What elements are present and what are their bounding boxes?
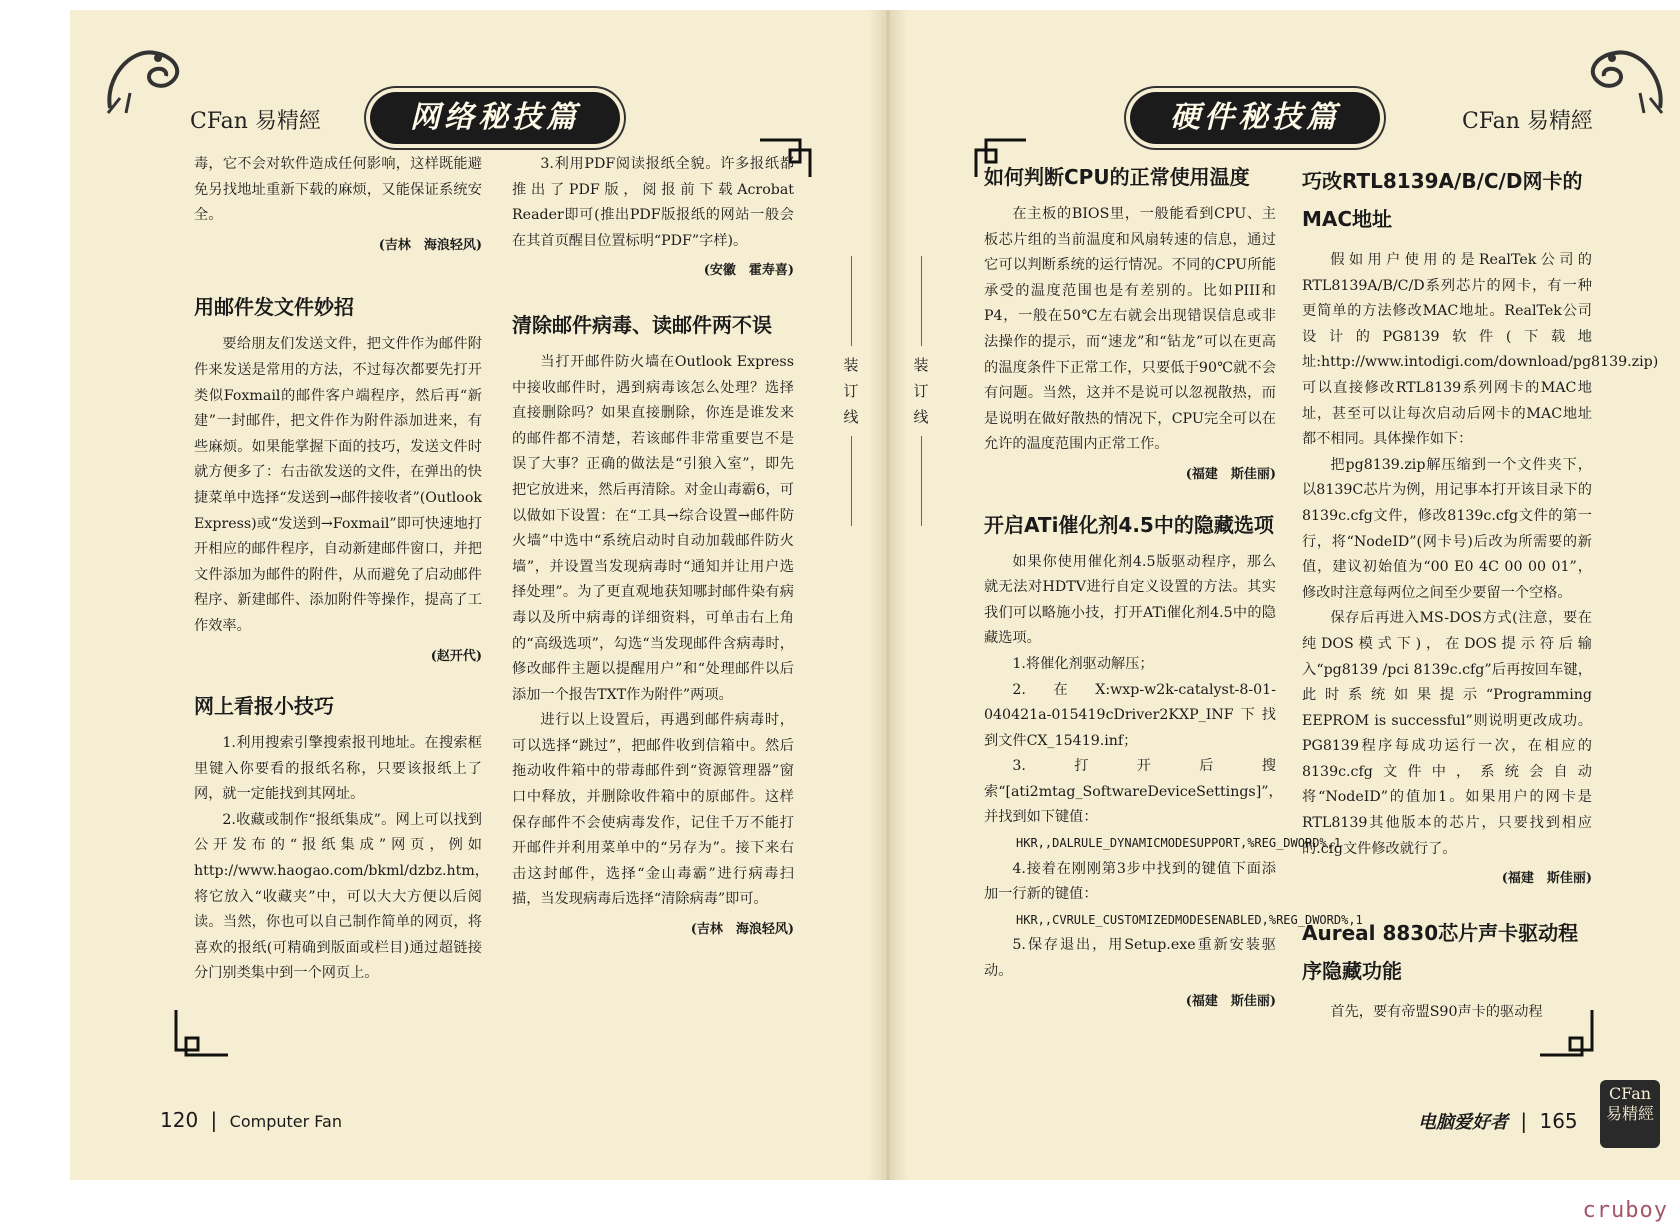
rtl-paragraph: 假如用户使用的是RealTek公司的RTL8139A/B/C/D系列芯片的网卡，有一种更简单的方法修改MAC地址。RealTek公司设计的PG8139软件(下载地址:http://www.intodigi.com/download/pg8139.zip)可以直接修改RTL8139系列网卡的MAC地址，甚至可以让每次启动后网卡的MAC地址都不相同。具体操作如下： [1302, 252, 1659, 448]
ati-step: 4.接着在刚刚第3步中找到的键值下面添加一行新的键值： [984, 860, 1276, 903]
watermark: cruboy [1582, 1198, 1668, 1223]
binding-dash [921, 256, 922, 346]
corner-ornament-icon [168, 1010, 228, 1060]
left-column-1 [194, 152, 489, 987]
author-signature: (吉林 海浪轻风) [378, 237, 482, 253]
virus-paragraph: 进行以上设置后，再遇到邮件病毒时，可以选择“跳过”，把邮件收到信箱中。然后拖动收件箱中的带毒邮件到“资源管理器”窗口中释放，并删除收件箱中的原邮件。这样保存邮件不会使病毒发作，记住千万不能打开邮件并利用菜单中的“另存为”。接下来右击这封邮件，选择“金山毒霸”进行病毒扫描，当发现病毒后选择“清除病毒”即可。 [512, 712, 794, 908]
ati-paragraph: 如果你使用催化剂4.5版驱动程序，那么就无法对HDTV进行自定义设置的方法。其实我们可以略施小技，打开ATi催化剂4.5中的隐藏选项。 [984, 553, 1276, 647]
ati-step: 2.在X:wxp-w2k-catalyst-8-01-040421a-015419cDriver2KXP_INF下找到文件CX_15419.inf； [984, 681, 1276, 749]
article-title-rtl8139: 巧改RTL8139A/B/C/D网卡的MAC地址 [1302, 169, 1583, 231]
corner-ornament-icon [1540, 1010, 1600, 1060]
cfan-corner-badge [1600, 1080, 1660, 1148]
ati-step: 1.将催化剂驱动解压； [1012, 655, 1154, 672]
author-signature: (吉林 海浪轻风) [690, 922, 794, 938]
right-page-footer: 电脑爱好者 | 165 [1418, 1109, 1578, 1133]
right-binding-line [912, 250, 930, 532]
continued-paragraph: 毒，它不会对软件造成任何影响，这样既能避免另找地址重新下载的麻烦，又能保证系统安全。 [194, 156, 482, 224]
rtl-paragraph: 保存后再进入MS-DOS方式(注意，要在纯DOS模式下)，在DOS提示符后输入“pg8139 /pci 8139c.cfg”后再按回车键，此时系统如果提示“Programming EEPROM is successful”则说明更改成功。PG8139程序每成功运行一次，在相应的8139c.cfg文件中，系统会自动将“NodeID”的值加1。如果用户的网卡是RTL8139其他版本的芯片，只要找到相应的.cfg文件修改就行了。 [1302, 610, 1592, 857]
registry-key-code: HKR,,DALRULE_DYNAMICMODESUPPORT,%REG_DWORD%,1 [1016, 836, 1342, 851]
right-brand: CFan 易精經 [1462, 109, 1593, 134]
article-title-cpu: 如何判断CPU的正常使用温度 [984, 165, 1250, 189]
article-title-virus: 清除邮件病毒、读邮件两不误 [512, 312, 772, 337]
ati-step: 5.保存退出，用Setup.exe重新安装驱动。 [984, 937, 1276, 980]
article-title-mail: 用邮件发文件妙招 [194, 295, 354, 320]
right-magazine-name: 电脑爱好者 [1418, 1112, 1508, 1133]
binding-label: 装订线 [913, 356, 929, 426]
dragon-ornament-icon [1580, 38, 1670, 118]
left-page-number: 120 [160, 1108, 199, 1132]
author-signature: (福建 斯佳丽) [1185, 993, 1276, 1009]
right-page-number: 165 [1539, 1109, 1578, 1133]
author-signature: (赵开代) [430, 648, 482, 664]
binding-dash [851, 436, 852, 526]
book-gutter [868, 10, 908, 1180]
binding-dash [921, 436, 922, 526]
right-banner [1130, 92, 1380, 144]
left-column-2 [512, 152, 794, 951]
left-binding-line [842, 250, 860, 532]
dragon-ornament-icon [100, 38, 190, 118]
left-banner [370, 92, 620, 144]
cpu-paragraph: 在主板的BIOS里，一般能看到CPU、主板芯片组的当前温度和风扇转速的信息，通过它可以判断系统的运行情况。不同的CPU所能承受的温度范围也是有差别的。比如PIII和P4，一般在50℃左右就会出现错误信息或非法操作的提示，而“速龙”和“钻龙”可以在更高的温度条件下正常工作，只要低于90℃就不会有问题。当然，这并不是说可以忽视散热，而是说明在做好散热的情况下，CPU完全可以在允许的温度范围内正常工作。 [984, 206, 1276, 453]
ati-step: 3.打开后搜索“[ati2mtag_SoftwareDeviceSettings]”，并找到如下键值： [984, 758, 1283, 826]
article-title-newspaper: 网上看报小技巧 [194, 694, 334, 719]
right-column-1 [984, 158, 1363, 1022]
aureal-paragraph: 首先，要有帝盟S90声卡的驱动程 [1330, 1003, 1543, 1020]
cfan-badge-text: CFan 易精經 [1605, 1084, 1654, 1123]
newspaper-paragraph: 1.利用搜索引擎搜索报刊地址。在搜索框里键入你要看的报纸名称，只要该报纸上了网，就一定能找到其网址。 [194, 735, 482, 803]
right-banner-text: 硬件秘技篇 [1170, 100, 1340, 135]
left-page-footer: 120 | Computer Fan [160, 1108, 342, 1132]
registry-key-code: HKR,,CVRULE_CUSTOMIZEDMODESENABLED,%REG_DWORD%,1 [1016, 912, 1363, 927]
author-signature: (福建 斯佳丽) [1185, 466, 1276, 482]
left-magazine-name: Computer Fan [229, 1112, 342, 1131]
article-title-ati: 开启ATi催化剂4.5中的隐藏选项 [984, 512, 1274, 537]
virus-paragraph: 当打开邮件防火墙在Outlook Express中接收邮件时，遇到病毒该怎么处理？选择直接删除吗？如果直接删除，你连是谁发来的邮件都不清楚，若该邮件非常重要岂不是误了大事？正确的做法是“引狼入室”，即先把它放进来，然后再清除。对金山毒霸6，可以做如下设置：在“工具→综合设置→邮件防火墙”中选中“系统启动时自动加载邮件防火墙”，并设置当发现病毒时“通知并让用户选择处理”。为了更直观地获知哪封邮件染有病毒以及所中病毒的详细资料，可单击右上角的“高级选项”，勾选“当发现邮件含病毒时，修改邮件主题以提醒用户”和“处理邮件以后添加一个报告TXT作为附件”两项。 [512, 353, 794, 703]
binding-dash [851, 256, 852, 346]
newspaper-paragraph: 2.收藏或制作“报纸集成”。网上可以找到公开发布的“报纸集成”网页，例如http://www.haogao.com/bkml/dzbz.htm，将它放入“收藏夹”中，可以大大方便以后阅读。当然，你也可以自己制作简单的网页，将喜欢的报纸(可精确到版面或栏目)通过超链接分门别类集中到一个网页上。 [194, 811, 489, 982]
author-signature: (安徽 霍寿喜) [703, 263, 794, 279]
article-title-aureal: Aureal 8830芯片声卡驱动程序隐藏功能 [1302, 920, 1579, 983]
left-brand: CFan 易精經 [190, 109, 321, 134]
left-banner-text: 网络秘技篇 [410, 100, 580, 135]
author-signature: (福建 斯佳丽) [1501, 871, 1592, 887]
mail-paragraph: 要给朋友们发送文件，把文件作为邮件附件来发送是常用的方法，不过每次都要先打开类似Foxmail的邮件客户端程序，然后再“新建”一封邮件，把文件作为附件添加进来，有些麻烦。如果能掌握下面的技巧，发送文件时就方便多了：右击欲发送的文件，在弹出的快捷菜单中选择“发送到→邮件接收者”(Outlook Express)或“发送到→Foxmail”即可快速地打开相应的邮件程序，自动新建邮件窗口，并把文件添加为邮件的附件，从而避免了启动邮件程序、新建邮件、添加附件等操作，提高了工作效率。 [194, 336, 482, 634]
binding-label: 装订线 [843, 356, 859, 426]
rtl-paragraph: 把pg8139.zip解压缩到一个文件夹下，以8139C芯片为例，用记事本打开该目录下的8139c.cfg文件，修改8139c.cfg文件的第一行，将“NodeID”(网卡号)后改为所需要的新值，建议初始值为“00 E0 4C 00 00 01”，修改时注意每两位之间至少要留一个空格。 [1302, 456, 1592, 601]
newspaper-paragraph: 3.利用PDF阅读报纸全貌。许多报纸都推出了PDF版，阅报前下载Acrobat Reader即可(推出PDF版报纸的网站一般会在其首页醒目位置标明“PDF”字样)。 [512, 156, 794, 249]
right-column-2 [1302, 158, 1659, 1025]
